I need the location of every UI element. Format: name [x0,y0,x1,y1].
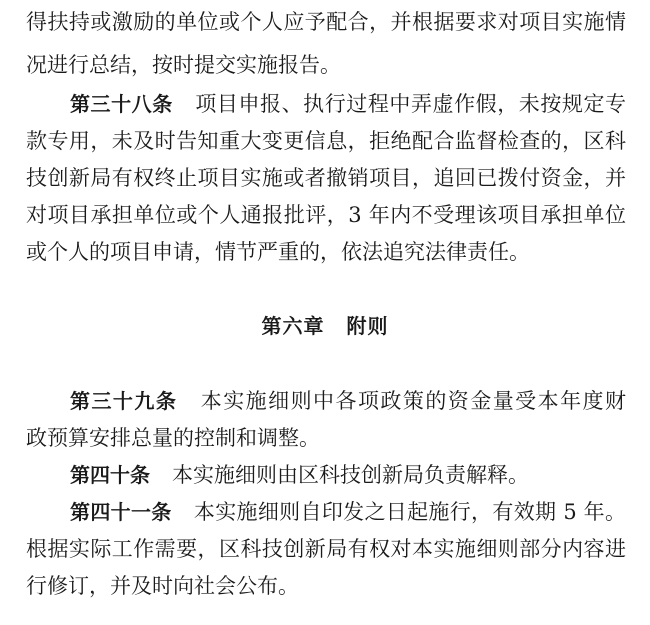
article-38-paragraph-start [0,86,650,123]
article-40-paragraph [0,457,650,494]
article-40-line-1: 本实施细则由区科技创新局负责解释。 [172,463,529,487]
article-40-number: 第四十条 [70,463,150,487]
article-39-line-1: 本实施细则中各项政策的资金量受本年度财 [199,389,627,413]
chapter-title: 附则 [346,314,389,338]
article-38-line-2: 款专用，未及时告知重大变更信息，拒绝配合监督检查的，区科 [26,129,626,153]
article-41-line-1: 本实施细则自印发之日起施行，有效期 5 年。 [193,500,626,524]
article-41-line-3: 行修订，并及时向社会公布。 [26,574,299,598]
chapter-number: 第六章 [261,314,325,338]
chapter-heading [0,308,650,345]
article-41-line-2: 根据实际工作需要，区科技创新局有权对本实施细则部分内容进 [26,537,626,561]
article-39-paragraph-start [0,383,650,420]
article-37-line-1: 得扶持或激励的单位或个人应予配合，并根据要求对项目实施情 [26,10,626,34]
article-37-line-2: 况进行总结，按时提交实施报告。 [26,53,341,77]
article-38-line-4: 对项目承担单位或个人通报批评，3 年内不受理该项目承担单位 [26,203,626,227]
article-38-line-3: 技创新局有权终止项目实施或者撤销项目，追回已拨付资金，并 [26,166,626,190]
article-41-paragraph-start [0,494,650,531]
article-41-number: 第四十一条 [70,500,172,524]
article-39-number: 第三十九条 [70,389,178,413]
article-39-line-2: 政预算安排总量的控制和调整。 [26,426,320,450]
article-38-line-1: 项目申报、执行过程中弄虚作假，未按规定专 [194,92,627,116]
article-38-number: 第三十八条 [70,92,173,116]
article-38-line-5: 或个人的项目申请，情节严重的，依法追究法律责任。 [26,240,530,264]
